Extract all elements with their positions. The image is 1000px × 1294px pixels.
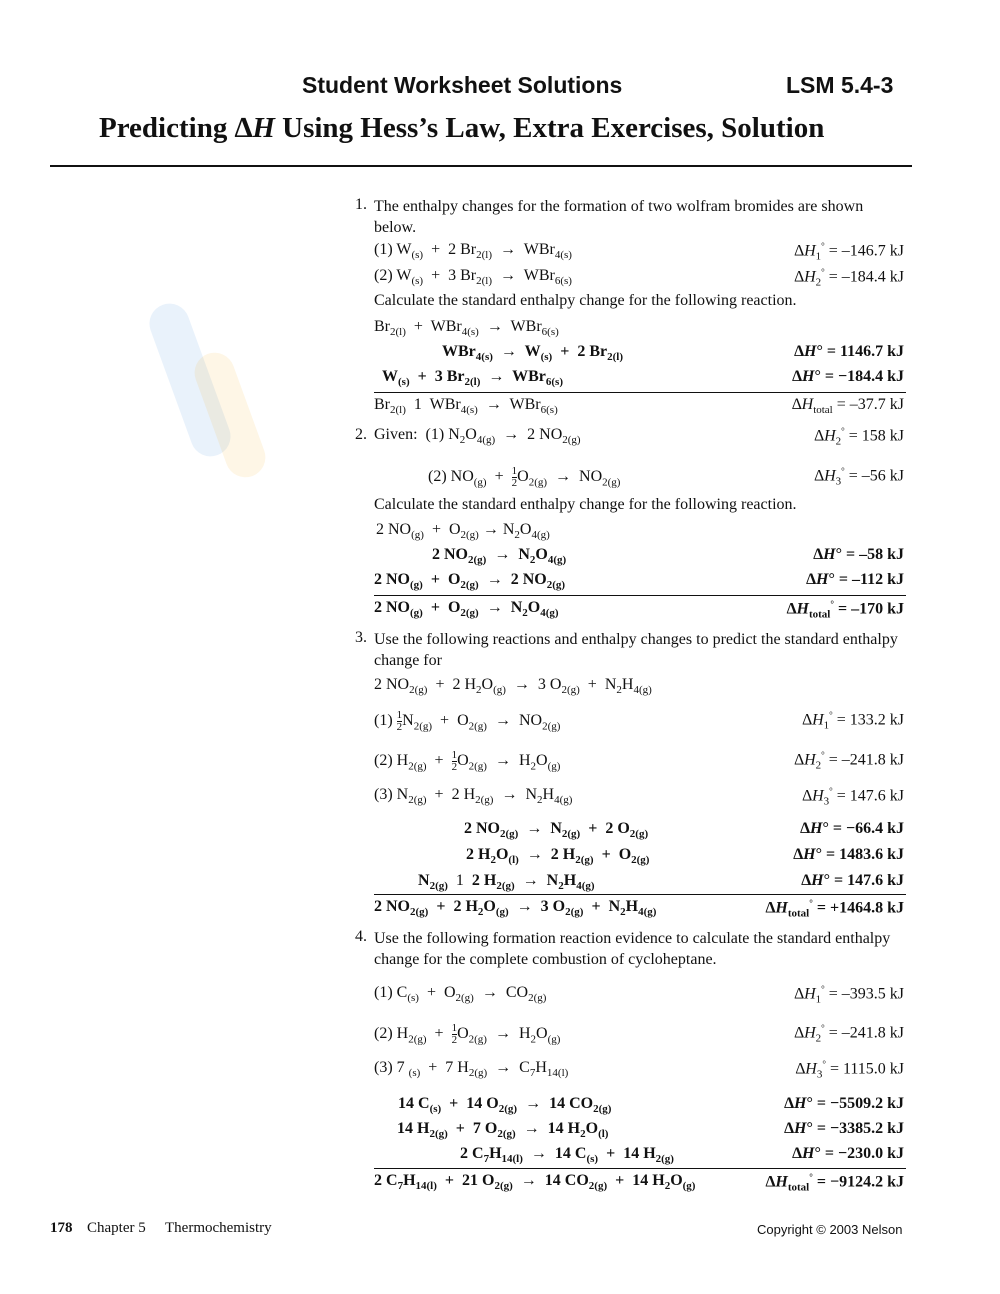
q4-reaction-1: (1) $C_{(s)} + O_{2(g)} \to CO_{2(g)}$: [374, 984, 547, 1005]
footer-chapter: Chapter 5: [87, 1220, 146, 1236]
q1-step-2: $W_{(s)} + 3$ $Br_{2(l)} \to WBr_{6(s)}$: [382, 368, 563, 389]
q2-result: 2 $NO_{(g)} + O_{2(g)} \to N_2O_{4(g)}$: [374, 599, 559, 620]
q4-result-dh: $\Delta H_{total}^\circ = -9124.2$ kJ: [765, 1172, 904, 1194]
q3-sum-rule: [374, 894, 906, 895]
q3-reaction-1: (1) $\frac{1}{2}$ $N_{2(g)} + O_{2(g)} \to NO_{2(g)}$: [374, 709, 561, 733]
q2-target: 2 $NO_{(g)} + O_{2(g)} \to N_2O_{4(g)}$: [376, 521, 550, 542]
q4-intro: Use the following formation reaction evidence to calculate the standard enthalpy change for the complete combustion of cycloheptane.: [374, 930, 891, 968]
q2-sum-rule: [374, 595, 906, 596]
q3-step-1: 2 $NO_{2(g)} \to N_{2(g)} + 2$ $O_{2(g)}$: [464, 820, 649, 841]
q2-step-1: 2 $NO_{2(g)} \to N_2O_{4(g)}$: [432, 546, 567, 567]
q3-dh2: $\Delta H_2^\circ = -241.8$ kJ: [794, 750, 904, 772]
q4-result: 2 $C_7H_{14(l)} + 21$ $O_{2(g)} \to 14$ $CO_{2(g)} + 14$ $H_2O_{(g)}$: [374, 1172, 696, 1193]
q3-step-1-dh: ∆H° = −66.4 kJ: [800, 820, 904, 837]
q1-result: $Br_{2(l)}$ 1 WBr$_{4(s)}$ → WBr$_{6(s)}$: [374, 396, 558, 417]
q3-step-2: 2 $H_2O_{(l)} \to 2$ $H_{2(g)} + O_{2(g)}$: [466, 846, 650, 867]
q1-calc-text: Calculate the standard enthalpy change for the following reaction.: [374, 292, 797, 309]
q3-result: 2 $NO_{2(g)} + 2$ $H_2O_{(g)} \to 3$ $O_{2(g)} + N_2H_{4(g)}$: [374, 898, 657, 919]
q3-step-2-dh: ∆H° = 1483.6 kJ: [793, 846, 904, 863]
q2-calc-text: Calculate the standard enthalpy change for the following reaction.: [374, 496, 797, 513]
q2-given-1: Given: (1) $N_2O_{4(g)} \to 2$ $NO_{2(g)}$: [374, 426, 581, 447]
q3-step-3: $N_{2(g)}$ 1 2 $H_{2(g)} \to N_2H_{4(g)}$: [418, 872, 595, 893]
q1-step-1: $WBr_{4(s)} \to W_{(s)} + 2$ $Br_{2(l)}$: [442, 343, 623, 364]
q2-step-2: 2 $NO_{(g)} + O_{2(g)} \to 2$ $NO_{2(g)}$: [374, 571, 566, 592]
q4-reaction-2: (2) $H_{2(g)}$ + $\frac{1}{2}$ $O_{2(g)} \to H_2O_{(g)}$: [374, 1022, 561, 1046]
q2-result-dh: $\Delta H_{total}^\circ = -170$ kJ: [786, 599, 904, 621]
q4-sum-rule: [374, 1168, 906, 1169]
q1-number: 1.: [355, 196, 367, 213]
q3-dh1: $\Delta H_1^\circ = 133.2$ kJ: [802, 710, 904, 732]
q1-step-2-dh: ∆H° = −184.4 kJ: [792, 368, 904, 385]
q2-number: 2.: [355, 426, 367, 443]
q1-target: $Br_{2(l)} + WBr_{4(s)} \to WBr_{6(s)}$: [374, 318, 559, 339]
q1-step-1-dh: ∆H° = 1146.7 kJ: [794, 343, 904, 360]
q4-dh3: $\Delta H_3^\circ = 1115.0$ kJ: [795, 1059, 904, 1081]
q2-step-1-dh: ∆H° = –58 kJ: [813, 546, 904, 563]
q3-reaction-3: (3) $N_{2(g)} + 2$ $H_{2(g)} \to N_2H_{4(g)}$: [374, 786, 573, 807]
q4-number: 4.: [355, 928, 367, 945]
q1-dh1: $\Delta H_1^\circ = -146.7$ kJ: [794, 241, 904, 263]
q4-dh1: $\Delta H_1^\circ = -393.5$ kJ: [794, 984, 904, 1006]
q1-reaction-2: (2) $W_{(s)} + 3$ $Br_{2(l)} \to WBr_{6(s)}$: [374, 267, 572, 288]
page-title: Predicting ∆H Using Hess’s Law, Extra Exercises, Solution: [99, 112, 825, 144]
q3-number: 3.: [355, 629, 367, 646]
worksheet-label: Student Worksheet Solutions: [302, 72, 623, 98]
q2-dh2: $\Delta H_2^\circ = 158$ kJ: [814, 426, 904, 448]
q4-step-1-dh: ∆H° = −5509.2 kJ: [784, 1095, 904, 1112]
q1-result-dh: $\Delta H_{total} = -37.7$ kJ: [791, 396, 904, 417]
q4-reaction-3: (3) 7 $_{(s)}$ + 7 $H_{2(g)} \to C_7H_{14(l)}$: [374, 1059, 569, 1080]
footer-section: Thermochemistry: [165, 1220, 272, 1236]
q1-sum-rule: [374, 392, 906, 393]
q3-result-dh: $\Delta H_{total}^\circ = +1464.8$ kJ: [765, 898, 904, 920]
q4-step-3-dh: ∆H° = −230.0 kJ: [792, 1145, 904, 1162]
q3-intro: Use the following reactions and enthalpy changes to predict the standard enthalpy change for: [374, 631, 898, 669]
q3-dh3: $\Delta H_3^\circ = 147.6$ kJ: [802, 786, 904, 808]
q2-step-2-dh: ∆H° = –112 kJ: [806, 571, 904, 588]
header-rule: [50, 165, 912, 167]
q1-dh2: $\Delta H_2^\circ = -184.4$ kJ: [794, 267, 904, 289]
q4-step-2-dh: ∆H° = −3385.2 kJ: [784, 1120, 904, 1137]
q3-reaction-2: (2) $H_{2(g)}$ + $\frac{1}{2}$ $O_{2(g)} \to H_2O_{(g)}$: [374, 749, 561, 773]
copyright: Copyright © 2003 Nelson: [757, 1222, 903, 1237]
q4-dh2: $\Delta H_2^\circ = -241.8$ kJ: [794, 1023, 904, 1045]
q4-step-3: 2 $C_7H_{14(l)} \to 14$ $C_{(s)} + 14$ $H_{2(g)}$: [460, 1145, 674, 1166]
q1-reaction-1: (1) $W_{(s)} + 2$ $Br_{2(l)} \to WBr_{4(s)}$: [374, 241, 572, 262]
q4-step-2: 14 $H_{2(g)} + 7$ $O_{2(g)} \to 14$ $H_2O_{(l)}$: [397, 1120, 609, 1141]
q3-target: 2 $NO_{2(g)} + 2$ $H_2O_{(g)} \to 3$ $O_{2(g)} + N_2H_{4(g)}$: [374, 676, 652, 697]
q3-step-3-dh: ∆H° = 147.6 kJ: [801, 872, 904, 889]
page-number: 178: [50, 1220, 73, 1236]
q1-intro: The enthalpy changes for the formation of two wolfram bromides are shown below.: [374, 198, 864, 236]
lsm-code: LSM 5.4-3: [786, 72, 894, 98]
q2-given-2: (2) $NO_{(g)}$ + $\frac{1}{2}$ $O_{2(g)} \to NO_{2(g)}$: [428, 465, 621, 489]
q4-step-1: 14 $C_{(s)} + 14$ $O_{2(g)} \to 14$ $CO_{2(g)}$: [398, 1095, 612, 1116]
q2-dh3: $\Delta H_3^\circ = -56$ kJ: [814, 466, 904, 488]
